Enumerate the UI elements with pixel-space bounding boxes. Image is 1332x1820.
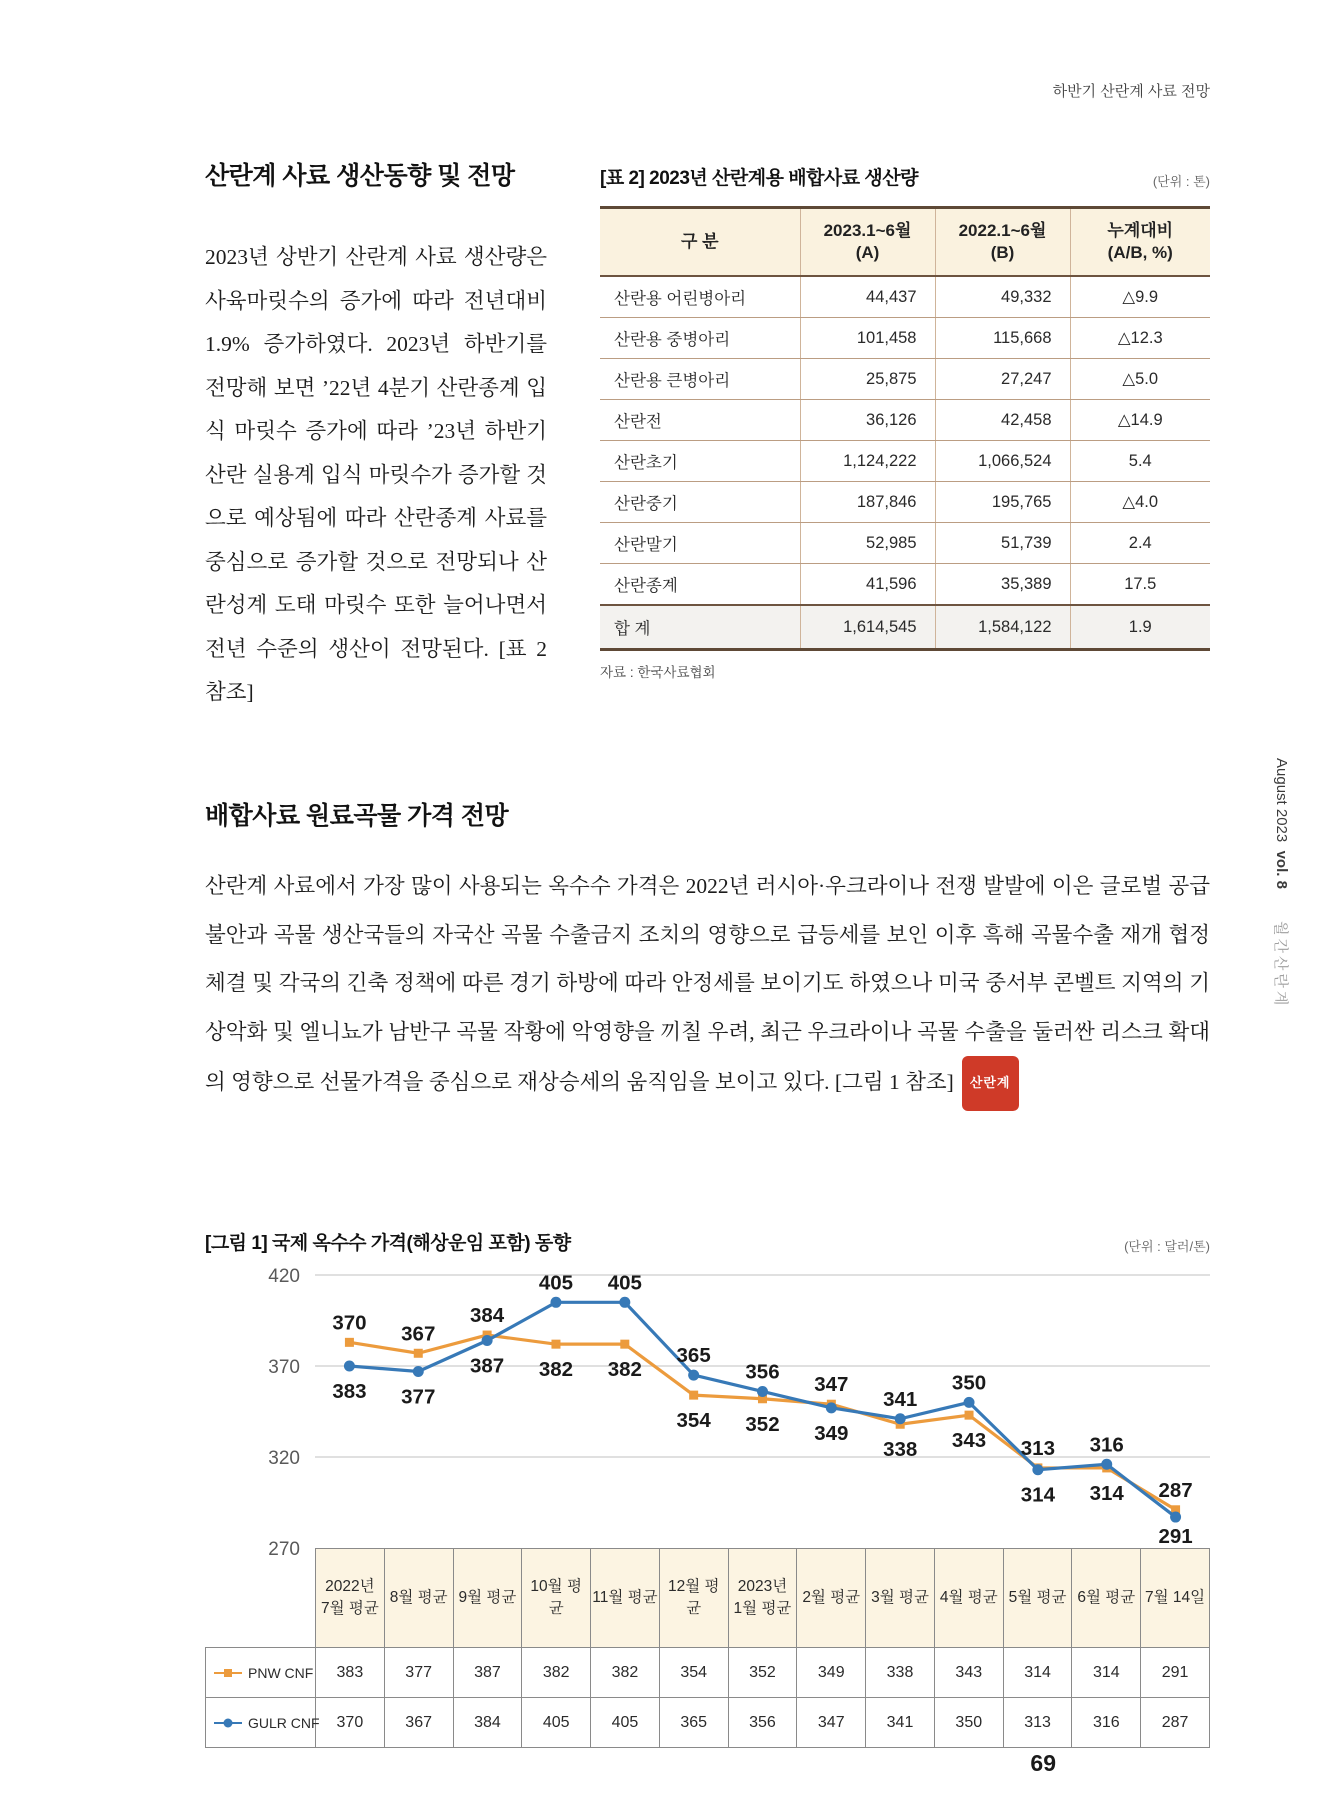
data-point-marker <box>895 1413 906 1424</box>
section2-paragraph <box>205 862 1210 1111</box>
table-cell: 49,332 <box>935 276 1070 318</box>
table-cell: 51,739 <box>935 523 1070 564</box>
section1-paragraph: 2023년 상반기 산란계 사료 생산량은 사육마릿수의 증가에 따라 전년대비 1.9% 증가하였다. 2023년 하반기를 전망해 보면 ’22년 4분기 산란종계 입식 마릿수 증가에 따라 ’23년 하반기 산란 실용계 입식 마릿수가 증가할 것으로 예상됨에 따라 산란종계 사료를 중심으로 증가할 것으로 전망되나 산란성계 도태 마릿수 또한 늘어나면서 전년 수준의 생산이 전망된다. [표 2 참조] <box>205 245 547 704</box>
chart-table-value: 405 <box>522 1698 591 1748</box>
table-cell: 44,437 <box>800 276 935 318</box>
data-point-marker <box>1170 1512 1181 1523</box>
table-cell: 17.5 <box>1070 564 1210 606</box>
chart-table-value: 365 <box>659 1698 728 1748</box>
data-point-marker <box>619 1297 630 1308</box>
chart-value-label: 367 <box>401 1322 436 1346</box>
chart-value-label: 382 <box>607 1358 642 1382</box>
chart-table-value: 405 <box>591 1698 660 1748</box>
table-row <box>600 400 1210 441</box>
table-cell: 산란용 큰병아리 <box>600 359 800 400</box>
chart-table-category: 2023년 1월 평균 <box>728 1549 797 1648</box>
chart-table-category: 12월 평균 <box>659 1549 728 1648</box>
chart-value-label: 287 <box>1158 1478 1193 1502</box>
chart-value-label: 314 <box>1020 1483 1055 1507</box>
chart-data-table <box>205 1548 1210 1748</box>
data-point-marker <box>1032 1464 1043 1475</box>
table-cell: 187,846 <box>800 482 935 523</box>
table-cell: 5.4 <box>1070 441 1210 482</box>
table-cell: 52,985 <box>800 523 935 564</box>
chart-table-value: 343 <box>934 1648 1003 1698</box>
chart-table-category: 6월 평균 <box>1072 1549 1141 1648</box>
chart-table-value: 341 <box>866 1698 935 1748</box>
table-cell: △9.9 <box>1070 276 1210 318</box>
chart-table-value: 347 <box>797 1698 866 1748</box>
data-point-marker <box>965 1411 974 1420</box>
table2-source: 자료 : 한국사료협회 <box>600 665 716 680</box>
legend-cell <box>206 1698 320 1748</box>
table-cell: 합 계 <box>600 605 800 650</box>
chart-value-label: 343 <box>951 1429 987 1453</box>
chart-table-value: 352 <box>728 1648 797 1698</box>
chart-table-category: 3월 평균 <box>866 1549 935 1648</box>
chart-table-header-row <box>206 1549 1210 1648</box>
chart-table-value: 349 <box>797 1648 866 1698</box>
table-cell: 195,765 <box>935 482 1070 523</box>
section2-title: 배합사료 원료곡물 가격 전망 <box>205 802 509 830</box>
chart-value-label: 316 <box>1089 1433 1124 1457</box>
table2-column-header: 2022.1~6월 (B) <box>935 208 1070 277</box>
chart-table-value: 313 <box>1003 1698 1072 1748</box>
table-cell: 1.9 <box>1070 605 1210 650</box>
data-point-marker <box>1101 1459 1112 1470</box>
chart-table-row <box>206 1648 1210 1698</box>
figure1-unit: (단위 : 달러/톤) <box>1124 1239 1210 1254</box>
table2-header-row <box>600 208 1210 277</box>
sidebar-magazine-name: 월간산란계 <box>1272 920 1290 1009</box>
chart-value-label: 314 <box>1089 1481 1124 1505</box>
chart-value-label: 387 <box>470 1354 505 1378</box>
table-cell: 1,124,222 <box>800 441 935 482</box>
legend-cell <box>206 1648 316 1698</box>
section2-text: 산란계 사료에서 가장 많이 사용되는 옥수수 가격은 2022년 러시아·우크라이나 전쟁 발발에 이은 글로벌 공급 불안과 곡물 생산국들의 자국산 곡물 수출금지 조치의 영향으로 급등세를 보인 이후 흑해 곡물수출 재개 협정 체결 및 각국의 긴축 정책에 따른 경기 하방에 따라 안정세를 보이기도 하였으나 미국 중서부 콘벨트 지역의 기상악화 및 엘니뇨가 남반구 곡물 작황에 악영향을 끼칠 우려, 최근 우크라이나 곡물 수출을 둘러싼 리스크 확대의 영향으로 선물가격을 중심으로 재상승세의 움직임을 보이고 있다. [그림 1 참조] <box>205 874 1210 1095</box>
table2-title: [표 2] 2023년 산란계용 배합사료 생산량 <box>600 168 918 189</box>
table-cell: 산란종계 <box>600 564 800 606</box>
table-cell: 산란용 어린병아리 <box>600 276 800 318</box>
data-point-marker <box>757 1386 768 1397</box>
chart-value-label: 405 <box>538 1271 574 1295</box>
data-point-marker <box>964 1397 975 1408</box>
chart-table-category: 7월 14일 <box>1141 1549 1210 1648</box>
chart-table-value: 367 <box>384 1698 453 1748</box>
chart-table-row <box>206 1698 1210 1748</box>
chart-value-label: 338 <box>883 1438 918 1462</box>
data-point-marker <box>826 1402 837 1413</box>
table-cell: △4.0 <box>1070 482 1210 523</box>
chart-value-label: 341 <box>883 1387 918 1411</box>
chart-table-category: 10월 평균 <box>522 1549 591 1648</box>
table-cell: △14.9 <box>1070 400 1210 441</box>
chart-table-value: 384 <box>453 1698 522 1748</box>
table-cell: 25,875 <box>800 359 935 400</box>
data-point-marker <box>414 1349 423 1358</box>
chart-table-value: 291 <box>1141 1648 1210 1698</box>
table-cell: 산란전 <box>600 400 800 441</box>
chart-table-value: 382 <box>591 1648 660 1698</box>
table2-column-header: 구 분 <box>600 208 800 277</box>
table-cell: 41,596 <box>800 564 935 606</box>
table-row <box>600 359 1210 400</box>
chart-value-label: 349 <box>814 1421 849 1445</box>
table-cell: 산란중기 <box>600 482 800 523</box>
table-cell: 1,066,524 <box>935 441 1070 482</box>
chart-table-category: 2월 평균 <box>797 1549 866 1648</box>
chart-table-value: 387 <box>453 1648 522 1698</box>
table2-column-header: 누계대비 (A/B, %) <box>1070 208 1210 277</box>
figure1-title: [그림 1] 국제 옥수수 가격(해상운임 포함) 동향 <box>205 1233 571 1254</box>
chart-table-category: 5월 평균 <box>1003 1549 1072 1648</box>
data-point-marker <box>344 1361 355 1372</box>
data-point-marker <box>688 1370 699 1381</box>
table-cell: 1,584,122 <box>935 605 1070 650</box>
chart-table-category: 9월 평균 <box>453 1549 522 1648</box>
chart-table-value: 382 <box>522 1648 591 1698</box>
table-cell: △5.0 <box>1070 359 1210 400</box>
data-point-marker <box>482 1335 493 1346</box>
data-point-marker <box>551 1340 560 1349</box>
page-number: 69 <box>1030 1750 1056 1776</box>
legend-series-name: PNW CNF <box>248 1664 314 1681</box>
chart-table-value: 370 <box>316 1698 385 1748</box>
chart-table-corner <box>206 1549 316 1648</box>
legend-series-name: GULR CNF <box>248 1714 320 1731</box>
chart-table-value: 350 <box>934 1698 1003 1748</box>
table-cell: 27,247 <box>935 359 1070 400</box>
chart-table-value: 354 <box>659 1648 728 1698</box>
chart-value-label: 347 <box>814 1373 849 1397</box>
sidebar-issue: August 2023 vol. 8 <box>1273 758 1291 889</box>
chart-value-label: 356 <box>745 1360 780 1384</box>
table-cell: 산란용 중병아리 <box>600 318 800 359</box>
table-cell: 산란말기 <box>600 523 800 564</box>
chart-value-label: 313 <box>1020 1436 1055 1460</box>
feed-production-table <box>600 206 1210 651</box>
chart-value-label: 405 <box>607 1271 642 1295</box>
table2-body <box>600 276 1210 650</box>
y-axis-tick: 270 <box>268 1539 300 1560</box>
chart-value-label: 377 <box>401 1385 436 1409</box>
chart-value-label: 291 <box>1158 1525 1193 1548</box>
chart-table-category: 11월 평균 <box>591 1549 660 1648</box>
chart-plot <box>205 1266 1210 1560</box>
legend-marker-icon <box>212 1717 244 1729</box>
table-cell: 36,126 <box>800 400 935 441</box>
table-cell: 1,614,545 <box>800 605 935 650</box>
chart-table-value: 314 <box>1003 1648 1072 1698</box>
chart-table-value: 377 <box>384 1648 453 1698</box>
table-row <box>600 482 1210 523</box>
chart-value-label: 383 <box>332 1380 367 1403</box>
table-cell: 101,458 <box>800 318 935 359</box>
table-row <box>600 523 1210 564</box>
chart-value-label: 350 <box>951 1371 987 1395</box>
y-axis-tick: 420 <box>268 1266 300 1287</box>
y-axis-tick: 320 <box>268 1448 300 1469</box>
chart-svg <box>205 1266 1210 1560</box>
data-point-marker <box>413 1366 424 1377</box>
table-row <box>600 276 1210 318</box>
magazine-stamp-badge: 산란계 <box>962 1056 1019 1111</box>
table-cell: 산란초기 <box>600 441 800 482</box>
table-row <box>600 605 1210 650</box>
chart-table-value: 316 <box>1072 1698 1141 1748</box>
table-cell: 35,389 <box>935 564 1070 606</box>
chart-value-label: 354 <box>676 1409 711 1433</box>
data-point-marker <box>550 1297 561 1308</box>
chart-table-category: 4월 평균 <box>934 1549 1003 1648</box>
chart-value-label: 370 <box>332 1311 367 1335</box>
table-row <box>600 564 1210 606</box>
corn-price-chart <box>205 1267 1210 1748</box>
table-row <box>600 441 1210 482</box>
chart-table-category: 8월 평균 <box>384 1549 453 1648</box>
table2-column-header: 2023.1~6월 (A) <box>800 208 935 277</box>
running-head: 하반기 산란계 사료 전망 <box>1052 83 1210 100</box>
data-point-marker <box>345 1338 354 1347</box>
table2-block <box>600 163 1210 681</box>
data-point-marker <box>689 1391 698 1400</box>
table-cell: △12.3 <box>1070 318 1210 359</box>
legend-marker-icon <box>212 1667 244 1679</box>
y-axis-tick: 370 <box>268 1357 300 1378</box>
data-point-marker <box>620 1340 629 1349</box>
chart-value-label: 382 <box>538 1358 574 1382</box>
chart-value-label: 352 <box>745 1412 780 1436</box>
chart-value-label: 365 <box>676 1344 711 1368</box>
table-row <box>600 318 1210 359</box>
chart-table-category: 2022년 7월 평균 <box>316 1549 385 1648</box>
chart-table-value: 314 <box>1072 1648 1141 1698</box>
table-cell: 42,458 <box>935 400 1070 441</box>
section1-title: 산란계 사료 생산동향 및 전망 <box>205 162 515 190</box>
table2-unit: (단위 : 톤) <box>1152 174 1210 189</box>
chart-table-value: 338 <box>866 1648 935 1698</box>
chart-table-value: 356 <box>728 1698 797 1748</box>
chart-table-value: 287 <box>1141 1698 1210 1748</box>
table-cell: 115,668 <box>935 318 1070 359</box>
figure1-block <box>205 1228 1210 1748</box>
table-cell: 2.4 <box>1070 523 1210 564</box>
chart-table-value: 383 <box>316 1648 385 1698</box>
chart-value-label: 384 <box>470 1304 505 1328</box>
